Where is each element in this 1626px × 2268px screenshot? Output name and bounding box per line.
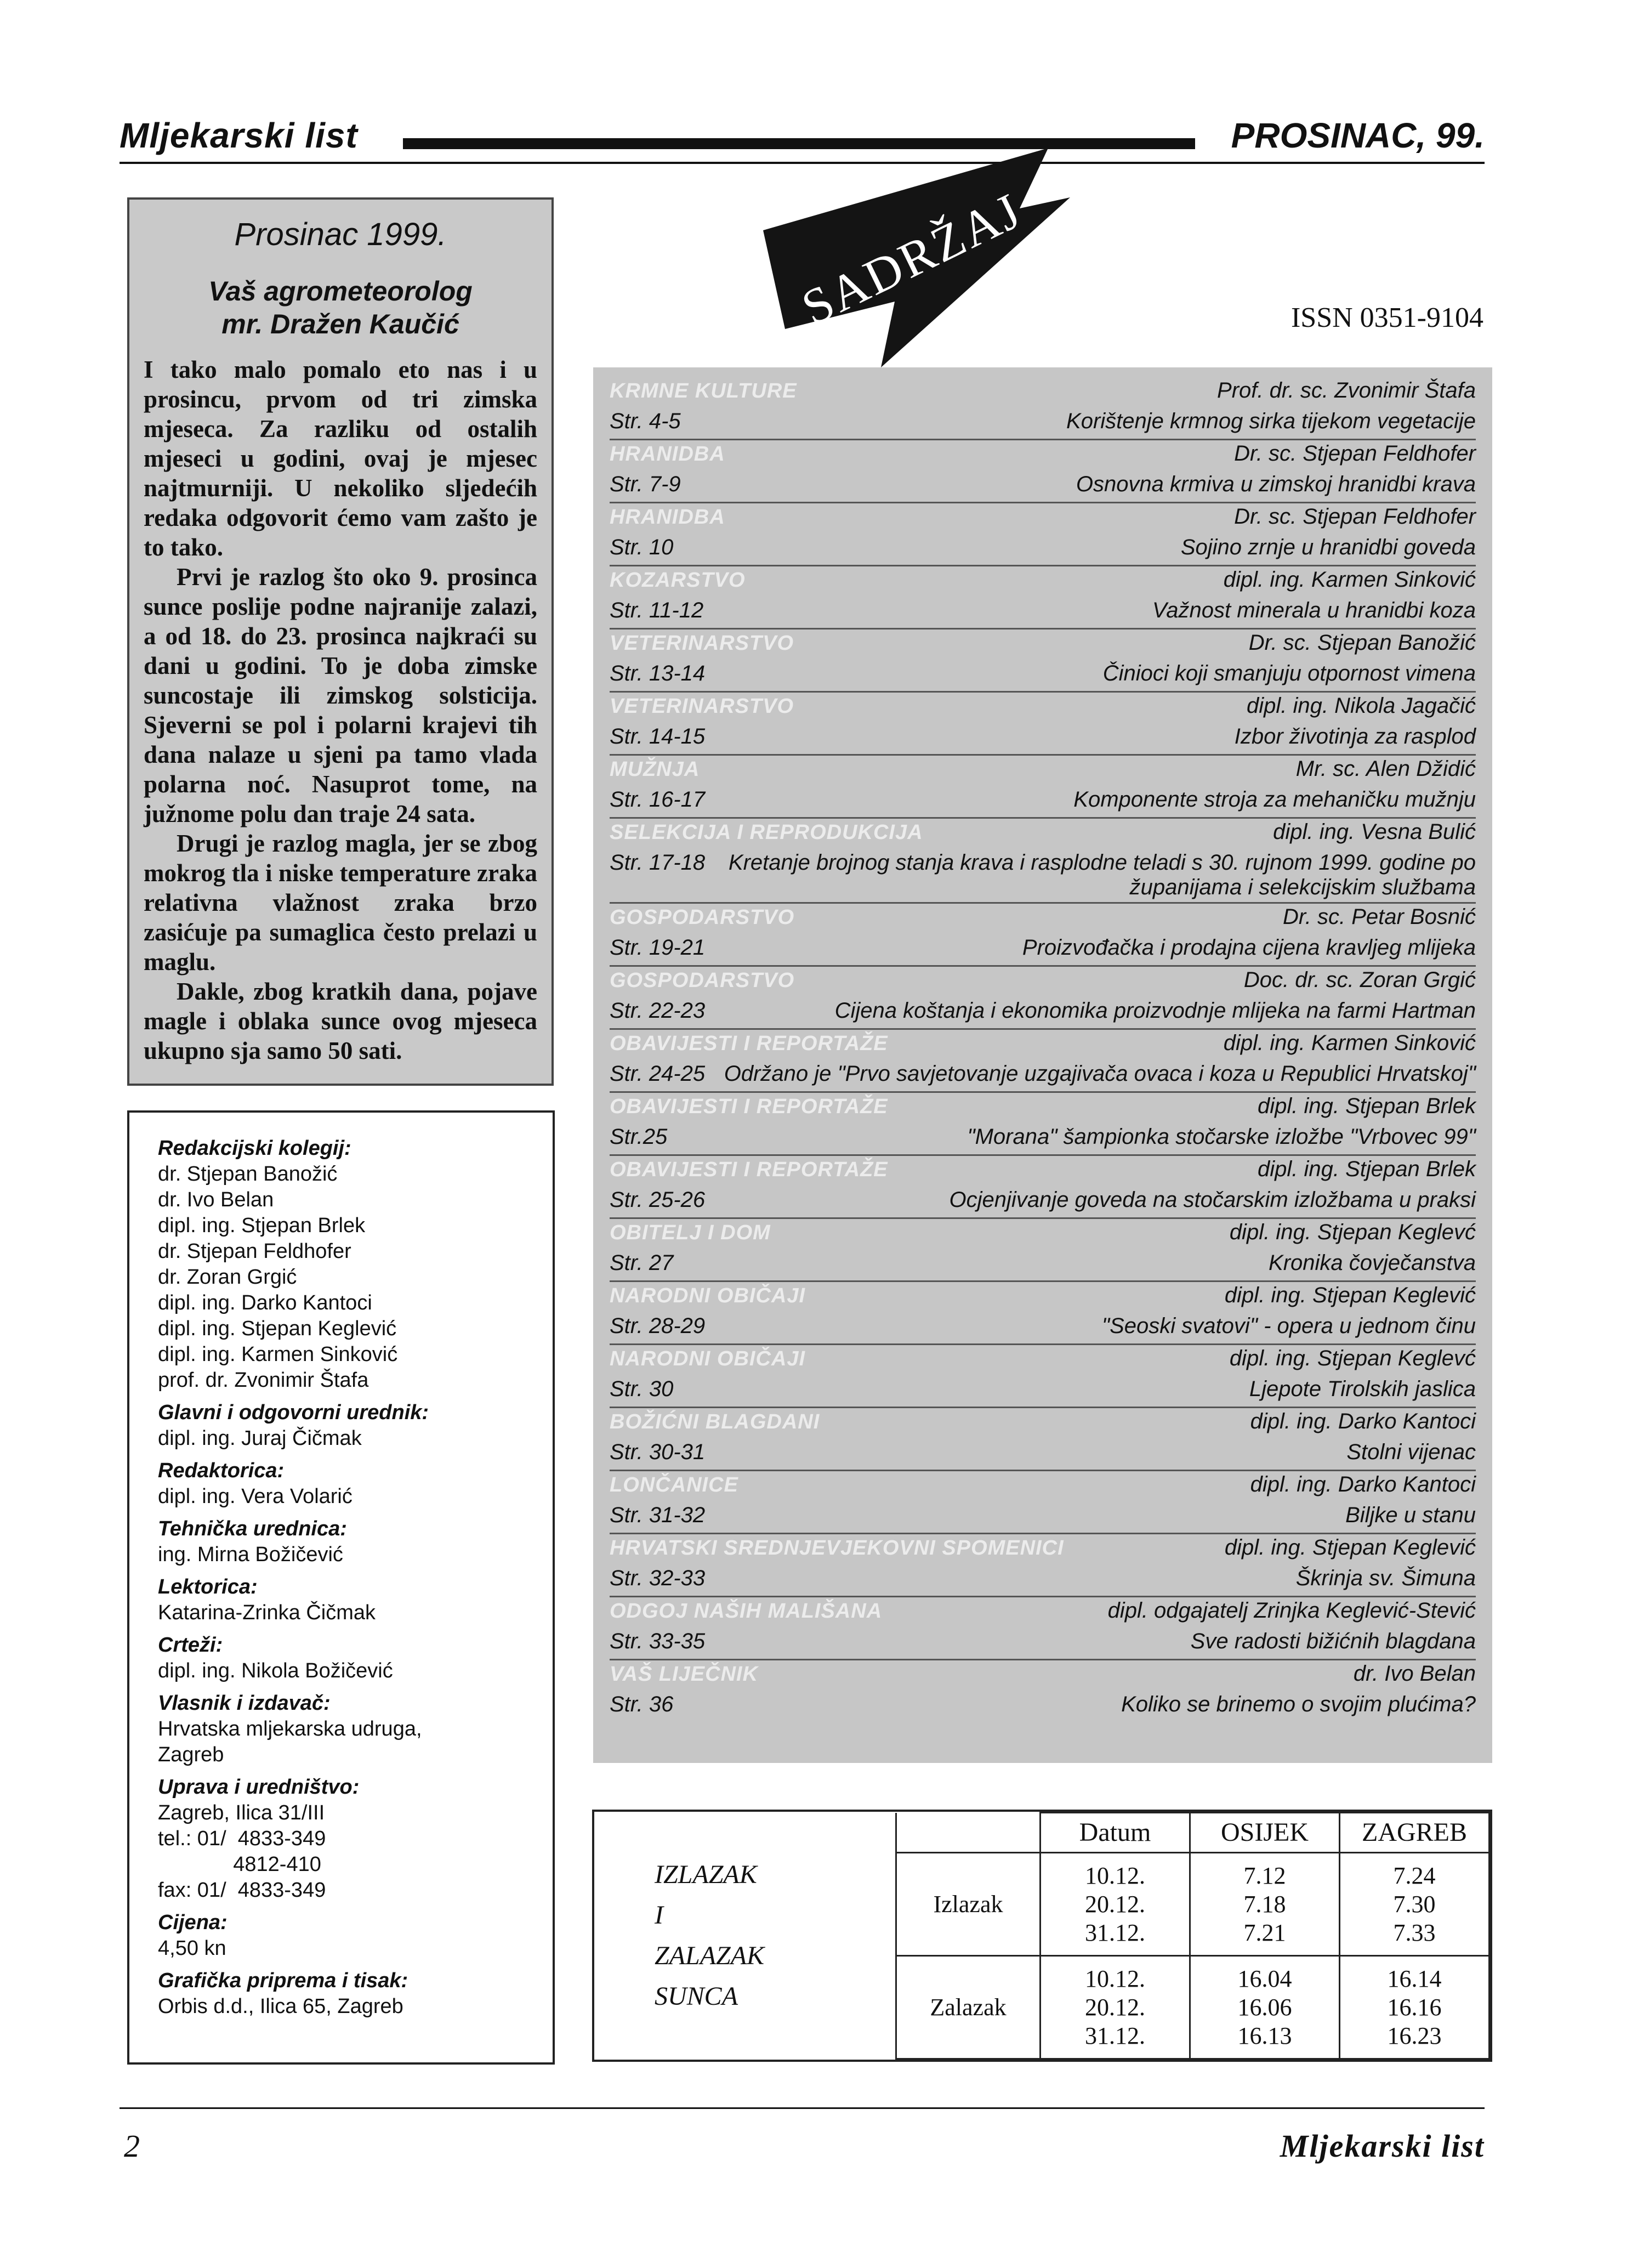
entry-title: Ocjenjivanje goveda na stočarskim izložbama u praksi: [949, 1188, 1476, 1212]
agro-subtitle-line2: mr. Dražen Kaučić: [221, 309, 459, 339]
entry-title: Kronika čovječanstva: [1269, 1251, 1476, 1275]
contents-entry: [610, 1534, 1476, 1597]
entry-title: Izbor životinja za rasplod: [1234, 724, 1476, 749]
contents-list: [593, 367, 1492, 1763]
entry-category: VETERINARSTVO: [610, 632, 794, 655]
credit-line: dr. Zoran Grgić: [158, 1266, 297, 1289]
entry-header: [610, 1031, 1476, 1062]
entry-category: SELEKCIJA I REPRODUKCIJA: [610, 821, 923, 844]
credit-line: dr. Stjepan Feldhofer: [158, 1240, 351, 1263]
entry-category: KOZARSTVO: [610, 569, 746, 592]
sun-dates: [1041, 1956, 1190, 2059]
entry-pages: Str. 30: [610, 1377, 674, 1401]
entry-title: Korištenje krmnog sirka tijekom vegetacije: [1066, 409, 1476, 433]
entry-header: [610, 694, 1476, 724]
entry-body: [610, 1251, 1476, 1278]
entry-body: [610, 472, 1476, 500]
entry-author: dipl. ing. Vesna Bulić: [1273, 820, 1476, 844]
entry-pages: Str. 4-5: [610, 409, 681, 433]
entry-body: [610, 1314, 1476, 1341]
sun-cell: 20.12.: [1085, 1890, 1145, 1918]
entry-body: [610, 1692, 1476, 1720]
entry-pages: Str. 32-33: [610, 1566, 706, 1590]
entry-category: NARODNI OBIČAJI: [610, 1347, 806, 1370]
entry-pages: Str. 16-17: [610, 787, 706, 812]
entry-header: [610, 568, 1476, 598]
entry-author: Prof. dr. sc. Zvonimir Štafa: [1217, 378, 1476, 402]
credit-line: tel.: 01/ 4833-349: [158, 1827, 326, 1850]
entry-category: MUŽNJA: [610, 758, 700, 781]
entry-title: Komponente stroja za mehaničku mužnju: [1073, 787, 1476, 812]
credit-label: Tehnička urednica:: [158, 1517, 347, 1540]
entry-category: NARODNI OBIČAJI: [610, 1284, 806, 1307]
entry-header: [610, 820, 1476, 850]
credit-label: Redakcijski kolegij:: [158, 1137, 351, 1160]
entry-title: Biljke u stanu: [1345, 1503, 1476, 1527]
sun-cell: 7.18: [1243, 1890, 1286, 1918]
entry-author: dipl. ing. Stjepan Keglević: [1224, 1535, 1476, 1560]
credit-line: Zagreb: [158, 1743, 224, 1766]
contents-entry: [610, 819, 1476, 904]
entry-author: dipl. odgajatelj Zrinjka Keglević-Stević: [1107, 1598, 1476, 1623]
entry-pages: Str. 10: [610, 535, 674, 559]
entry-header: [610, 1535, 1476, 1566]
entry-title: Sojino zrnje u hranidbi goveda: [1180, 535, 1476, 559]
sun-cell: 31.12.: [1085, 2022, 1145, 2049]
contents-entry: [610, 377, 1476, 440]
entry-body: [610, 1125, 1476, 1152]
entry-author: Dr. sc. Stjepan Banožić: [1248, 631, 1476, 655]
entry-category: OBITELJ I DOM: [610, 1221, 771, 1244]
entry-category: GOSPODARSTVO: [610, 906, 795, 929]
contents-banner: [763, 137, 1070, 367]
sun-cell: 16.13: [1237, 2022, 1292, 2049]
entry-title: Stolni vijenac: [1346, 1440, 1476, 1464]
entry-author: dipl. ing. Stjepan Brlek: [1257, 1157, 1476, 1181]
contents-entry: [610, 1282, 1476, 1345]
sun-group-label: Zalazak: [896, 1956, 1041, 2059]
entry-author: dipl. ing. Nikola Jagačić: [1247, 694, 1476, 718]
credit-line: 4812-410: [158, 1853, 321, 1876]
entry-header: [610, 1662, 1476, 1692]
entry-pages: Str. 27: [610, 1251, 674, 1275]
entry-category: OBAVIJESTI I REPORTAŽE: [610, 1095, 888, 1118]
entry-author: Dr. sc. Stjepan Feldhofer: [1234, 441, 1476, 466]
entry-body: [610, 535, 1476, 563]
entry-title: Cijena koštanja i ekonomika proizvodnje mlijeka na farmi Hartman: [834, 999, 1476, 1023]
entry-author: Doc. dr. sc. Zoran Grgić: [1243, 968, 1476, 992]
entry-pages: Str. 19-21: [610, 935, 706, 960]
entry-category: VETERINARSTVO: [610, 695, 794, 718]
credit-label: Vlasnik i izdavač:: [158, 1692, 331, 1715]
entry-category: VAŠ LIJEČNIK: [610, 1663, 759, 1686]
credit-line: dipl. ing. Stjepan Keglević: [158, 1317, 397, 1340]
page-number: 2: [124, 2128, 140, 2164]
credit-line: dr. Stjepan Banožić: [158, 1163, 338, 1186]
entry-pages: Str. 14-15: [610, 724, 706, 749]
entry-pages: Str. 13-14: [610, 661, 706, 685]
entry-category: KRMNE KULTURE: [610, 379, 797, 402]
entry-header: [610, 1157, 1476, 1188]
credit-line: Katarina-Zrinka Čičmak: [158, 1601, 376, 1624]
entry-title: Koliko se brinemo o svojim plućima?: [1121, 1692, 1476, 1716]
entry-title: "Seoski svatovi" - opera u jednom činu: [1101, 1314, 1476, 1338]
sun-caption-line: SUNCA: [655, 1982, 738, 2011]
contents-entry: [610, 967, 1476, 1030]
sun-cell: 7.30: [1393, 1890, 1436, 1918]
credit-line: fax: 01/ 4833-349: [158, 1879, 326, 1902]
credit-label: Glavni i odgovorni urednik:: [158, 1401, 429, 1424]
entry-header: [610, 1220, 1476, 1251]
masthead-issue: PROSINAC, 99.: [1231, 116, 1485, 155]
entry-body: [610, 1377, 1476, 1404]
entry-author: dipl. ing. Karmen Sinković: [1223, 1031, 1476, 1055]
entry-author: Dr. sc. Stjepan Feldhofer: [1234, 504, 1476, 529]
credit-line: dipl. ing. Stjepan Brlek: [158, 1214, 366, 1237]
entry-author: dipl. ing. Darko Kantoci: [1250, 1472, 1476, 1496]
entry-author: dipl. ing. Stjepan Keglevć: [1229, 1220, 1476, 1244]
entry-category: BOŽIĆNI BLAGDANI: [610, 1410, 820, 1433]
credit-label: Crteži:: [158, 1634, 223, 1657]
entry-category: HRANIDBA: [610, 443, 725, 466]
entry-author: Mr. sc. Alen Džidić: [1295, 757, 1476, 781]
contents-entry: [610, 1156, 1476, 1219]
agro-body: [144, 355, 537, 1065]
entry-pages: Str. 30-31: [610, 1440, 706, 1464]
entry-category: HRANIDBA: [610, 506, 725, 529]
sun-header-blank: [896, 1813, 1041, 1853]
credit-line: dipl. ing. Nikola Božičević: [158, 1659, 393, 1682]
entry-header: [610, 1409, 1476, 1440]
sun-cell: 20.12.: [1085, 1993, 1145, 2021]
entry-pages: Str.25: [610, 1125, 668, 1149]
editorial-credits-box: [127, 1110, 555, 2065]
entry-title: Škrinja sv. Šimuna: [1295, 1566, 1476, 1590]
entry-body: [610, 724, 1476, 752]
entry-title: Ljepote Tirolskih jaslica: [1249, 1377, 1476, 1401]
agro-paragraph: I tako malo pomalo eto nas i u prosincu, prvom od tri zimska mjeseca. Za razliku od ostalih mjeseci u godini, ovaj je mjesec najtmurniji. U nekoliko sljedećih redaka odgovorit ćemo vam zašto je to tako.: [144, 356, 537, 561]
entry-category: HRVATSKI SREDNJEVJEKOVNI SPOMENICI: [610, 1536, 1064, 1560]
entry-body: [610, 1188, 1476, 1215]
entry-header: [610, 631, 1476, 661]
credit-line: prof. dr. Zvonimir Štafa: [158, 1369, 369, 1392]
sun-cell: 7.12: [1243, 1862, 1286, 1889]
credit-line: dipl. ing. Vera Volarić: [158, 1485, 353, 1508]
entry-author: dipl. ing. Stjepan Keglević: [1224, 1283, 1476, 1307]
sun-header-osijek: OSIJEK: [1190, 1813, 1340, 1853]
agro-paragraph: Drugi je razlog magla, jer se zbog mokrog tla i niske temperature zraka relativna vlažnost zraka brzo zasićuje pa sumaglica često prelazi u maglu.: [144, 830, 537, 976]
sun-caption-line: IZLAZAK: [655, 1860, 757, 1889]
entry-body: [610, 409, 1476, 436]
entry-header: [610, 1094, 1476, 1125]
entry-header: [610, 1598, 1476, 1629]
entry-body: [610, 999, 1476, 1026]
agro-paragraph: Prvi je razlog što oko 9. prosinca sunce poslije podne najranije zalazi, a od 18. do 23. prosinca najkraći su dani u godini. To je doba zimske suncostaje ili zimskog solsticija. Sjeverni se pol i polarni krajevi tih dana nalaze u sjeni pa tamo vlada polarna noć. Nasuprot tome, na južnome polu dan traje 24 sata.: [144, 563, 537, 827]
sun-osijek: [1190, 1853, 1340, 1956]
sun-cell: 16.14: [1387, 1965, 1442, 1992]
entry-author: dipl. ing. Karmen Sinković: [1223, 568, 1476, 592]
agro-subtitle-line1: Vaš agrometeorolog: [208, 276, 473, 307]
sun-zagreb: [1340, 1853, 1489, 1956]
entry-category: ODGOJ NAŠIH MALIŠANA: [610, 1600, 883, 1623]
credit-line: Hrvatska mljekarska udruga,: [158, 1717, 422, 1740]
entry-header: [610, 504, 1476, 535]
sun-cell: 7.24: [1393, 1862, 1436, 1889]
contents-entry: [610, 1408, 1476, 1471]
contents-entry: [610, 1345, 1476, 1408]
entry-header: [610, 1472, 1476, 1503]
entry-pages: Str. 22-23: [610, 999, 706, 1023]
entry-author: dipl. ing. Stjepan Brlek: [1257, 1094, 1476, 1118]
entry-header: [610, 1346, 1476, 1377]
entry-pages: Str. 7-9: [610, 472, 681, 496]
sun-cell: 16.16: [1387, 1993, 1442, 2021]
entry-title: Važnost minerala u hranidbi koza: [1152, 598, 1476, 622]
entry-pages: Str. 11-12: [610, 598, 704, 622]
contents-entry: [610, 904, 1476, 967]
contents-entry: [610, 503, 1476, 566]
credit-line: 4,50 kn: [158, 1937, 226, 1960]
sun-caption-line: I: [655, 1901, 663, 1930]
entry-header: [610, 441, 1476, 472]
masthead-title: Mljekarski list: [120, 116, 358, 155]
sun-header-zagreb: ZAGREB: [1340, 1813, 1489, 1853]
issn-number: ISSN 0351-9104: [1290, 302, 1483, 333]
entry-category: GOSPODARSTVO: [610, 969, 795, 992]
credit-line: dipl. ing. Juraj Čičmak: [158, 1427, 362, 1450]
entry-body: [610, 1503, 1476, 1530]
entry-header: [610, 1283, 1476, 1314]
sun-cell: 7.33: [1393, 1919, 1436, 1946]
agro-title: Prosinac 1999.: [234, 217, 447, 252]
credit-line: Zagreb, Ilica 31/III: [158, 1801, 325, 1824]
entry-title: Osnovna krmiva u zimskoj hranidbi krava: [1076, 472, 1476, 496]
sun-cell: 16.23: [1387, 2022, 1442, 2049]
contents-entry: [610, 1030, 1476, 1093]
entry-header: [610, 968, 1476, 999]
entry-pages: Str. 36: [610, 1692, 674, 1716]
credit-line: Orbis d.d., Ilica 65, Zagreb: [158, 1995, 403, 2018]
entry-body: [610, 1062, 1476, 1089]
entry-pages: Str. 24-25: [610, 1062, 706, 1086]
entry-category: OBAVIJESTI I REPORTAŽE: [610, 1032, 888, 1055]
agro-paragraph: Dakle, zbog kratkih dana, pojave magle i oblaka sunce ovog mjeseca ukupno sja samo 50 sati.: [144, 978, 537, 1064]
sun-cell: 31.12.: [1085, 1919, 1145, 1946]
agro-subtitle: [144, 275, 537, 341]
contents-entry: [610, 693, 1476, 756]
footer-title: Mljekarski list: [1280, 2128, 1485, 2164]
entry-body: [610, 598, 1476, 626]
entry-author: dipl. ing. Stjepan Keglevć: [1229, 1346, 1476, 1370]
entry-category: LONČANICE: [610, 1473, 738, 1496]
agrometeorolog-box: [127, 197, 554, 1086]
sun-zagreb: [1340, 1956, 1489, 2059]
sun-group-label: Izlazak: [896, 1853, 1041, 1956]
sun-header-row: [594, 1813, 1489, 1853]
entry-body: [610, 661, 1476, 689]
sun-cell: 16.04: [1237, 1965, 1292, 1992]
entry-header: [610, 757, 1476, 787]
contents-entry: [610, 566, 1476, 630]
contents-entry: [610, 1597, 1476, 1660]
banner-text: SADRŽAJ: [793, 182, 1031, 336]
entry-body: [610, 1440, 1476, 1467]
contents-entry: [610, 630, 1476, 693]
sun-cell: 10.12.: [1085, 1965, 1145, 1992]
entry-author: dipl. ing. Darko Kantoci: [1250, 1409, 1476, 1433]
sun-cell: 7.21: [1243, 1919, 1286, 1946]
sunrise-sunset-table: [592, 1810, 1492, 2062]
entry-title: Kretanje brojnog stanja krava i rasplodne teladi s 30. rujnom 1999. godine po županijama i selekcijskim službama: [728, 850, 1476, 899]
entry-title: Sve radosti bižićnih blagdana: [1190, 1629, 1476, 1653]
entry-category: OBAVIJESTI I REPORTAŽE: [610, 1158, 888, 1181]
entry-body: [610, 850, 1476, 900]
entry-pages: Str. 17-18: [610, 850, 706, 875]
contents-entry: [610, 756, 1476, 819]
contents-entry: [610, 1219, 1476, 1282]
entry-title: Proizvođačka i prodajna cijena kravljeg mlijeka: [1022, 935, 1476, 960]
entry-title: Održano je "Prvo savjetovanje uzgajivača ovaca i koza u Republici Hrvatskoj": [724, 1062, 1476, 1086]
entry-pages: Str. 31-32: [610, 1503, 706, 1527]
sun-cell: 16.06: [1237, 1993, 1292, 2021]
credit-label: Grafička priprema i tisak:: [158, 1969, 408, 1992]
sun-table-grid: [594, 1812, 1490, 2060]
sun-cell: 10.12.: [1085, 1862, 1145, 1889]
sun-caption: [594, 1813, 896, 2059]
credit-line: dipl. ing. Darko Kantoci: [158, 1291, 372, 1314]
credit-line: dipl. ing. Karmen Sinković: [158, 1343, 398, 1366]
credit-line: dr. Ivo Belan: [158, 1188, 274, 1211]
credit-label: Cijena:: [158, 1911, 228, 1934]
contents-entry: [610, 1471, 1476, 1534]
entry-header: [610, 905, 1476, 935]
entry-header: [610, 378, 1476, 409]
contents-entry: [610, 440, 1476, 503]
entry-pages: Str. 25-26: [610, 1188, 706, 1212]
entry-body: [610, 1566, 1476, 1594]
credit-label: Redaktorica:: [158, 1459, 285, 1482]
contents-entry: [610, 1093, 1476, 1156]
contents-entry: [610, 1660, 1476, 1722]
credit-label: Uprava i uredništvo:: [158, 1776, 360, 1799]
footer-rule: [120, 2107, 1485, 2109]
sun-caption-line: ZALAZAK: [655, 1941, 765, 1970]
credit-line: ing. Mirna Božičević: [158, 1543, 343, 1566]
entry-pages: Str. 28-29: [610, 1314, 706, 1338]
sun-osijek: [1190, 1956, 1340, 2059]
entry-pages: Str. 33-35: [610, 1629, 706, 1653]
credit-label: Lektorica:: [158, 1575, 258, 1598]
entry-body: [610, 935, 1476, 963]
entry-title: Činioci koji smanjuju otpornost vimena: [1102, 661, 1476, 685]
entry-body: [610, 1629, 1476, 1657]
entry-author: dr. Ivo Belan: [1353, 1662, 1476, 1686]
entry-author: Dr. sc. Petar Bosnić: [1283, 905, 1476, 929]
sun-dates: [1041, 1853, 1190, 1956]
entry-title: "Morana" šampionka stočarske izložbe "Vrbovec 99": [967, 1125, 1476, 1149]
entry-body: [610, 787, 1476, 815]
sun-header-date: Datum: [1041, 1813, 1190, 1853]
